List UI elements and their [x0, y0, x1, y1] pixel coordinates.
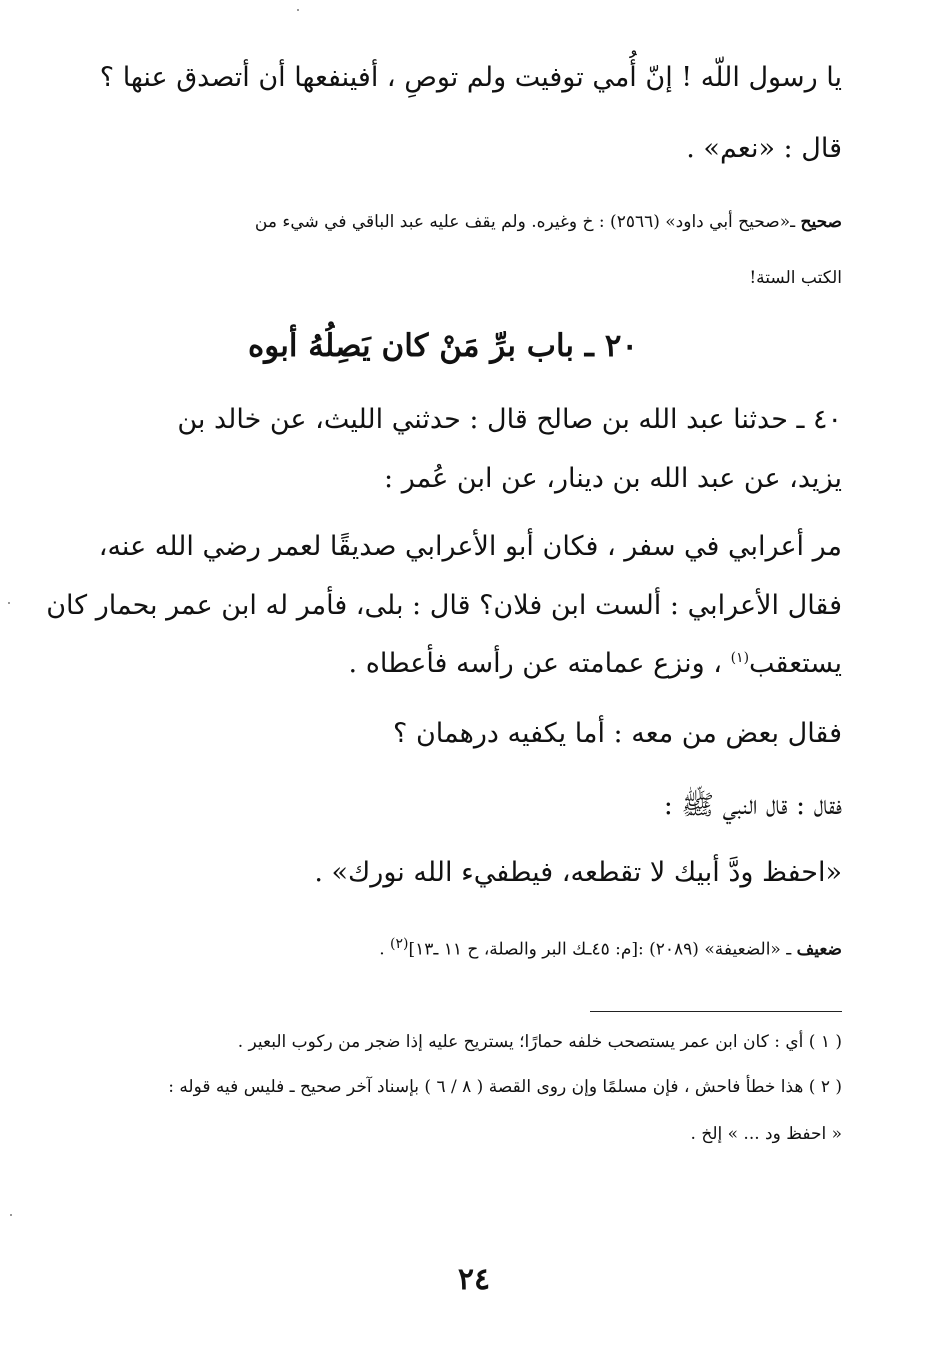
hadith-grade-line — [379, 936, 842, 960]
text-line: قال : «نعم» . — [686, 133, 842, 164]
page-number: ٢٤ — [457, 1262, 491, 1297]
footnote: ( ١ ) أي : كان ابن عمر يستصحب خلفه حمارًا؛ يستريح عليه إذا ضجر من ركوب البعير . — [237, 1032, 842, 1052]
footnote-ref: (١) — [730, 650, 750, 666]
grade-continuation: الكتب الستة! — [749, 268, 842, 288]
footnote-divider — [590, 1011, 842, 1012]
hadith-quote: «احفظ ودَّ أبيك لا تقطعه، فيطفيء الله نورك» . — [314, 857, 842, 888]
hadith-text: ، ونزع عمامته عن رأسه فأعطاه . — [348, 648, 731, 679]
hadith-line — [349, 648, 842, 679]
scan-speck — [8, 602, 10, 604]
hadith-line: مر أعرابي في سفر ، فكان أبو الأعرابي صديقًا لعمر رضي الله عنه، — [98, 531, 842, 562]
footnote: ( ٢ ) هذا خطأ فاحش ، فإن مسلمًا وإن روى القصة ( ٨ / ٦ ) بإسناد آخر صحيح ـ فليس فيه قوله : — [168, 1077, 842, 1097]
text-line: يا رسول اللّه ! إنّ أُمي توفيت ولم توصِ ، أفينفعها أن أتصدق عنها ؟ — [99, 62, 842, 93]
hadith-grade-line — [255, 212, 842, 232]
footnote-continuation: « احفظ ود ... » إلخ . — [690, 1124, 842, 1144]
chapter-heading: ٢٠ ـ باب برِّ مَنْ كان يَصِلُهُ أبوه — [248, 328, 638, 364]
scan-speck — [10, 1214, 12, 1216]
hadith-line: فقال بعض من معه : أما يكفيه درهمان ؟ — [393, 718, 842, 749]
hadith-text: يستعقب — [749, 648, 842, 679]
hadith-line: يزيد، عن عبد الله بن دينار، عن ابن عُمر : — [384, 463, 842, 494]
grade-text: ـ«صحيح أبي داود» (٢٥٦٦) : خ وغيره. ولم يقف عليه عبد الباقي في شيء من — [254, 212, 801, 232]
hadith-line: فقال : قال النبي ﷺ : — [663, 790, 842, 821]
grade-text: . — [379, 939, 390, 960]
grade-label: ضعيف — [796, 939, 842, 960]
footnote-ref: (٢) — [390, 936, 409, 952]
hadith-line: فقال الأعرابي : ألست ابن فلان؟ قال : بلى، فأمر له ابن عمر بحمار كان — [46, 590, 842, 621]
grade-text: ـ «الضعيفة» (٢٠٨٩) :[م: ٤٥ـك البر والصلة، ح ١١ ـ١٣] — [408, 939, 797, 960]
grade-label: صحيح — [800, 212, 842, 232]
hadith-line: ٤٠ ـ حدثنا عبد الله بن صالح قال : حدثني الليث، عن خالد بن — [177, 404, 842, 435]
scan-speck — [297, 9, 299, 11]
